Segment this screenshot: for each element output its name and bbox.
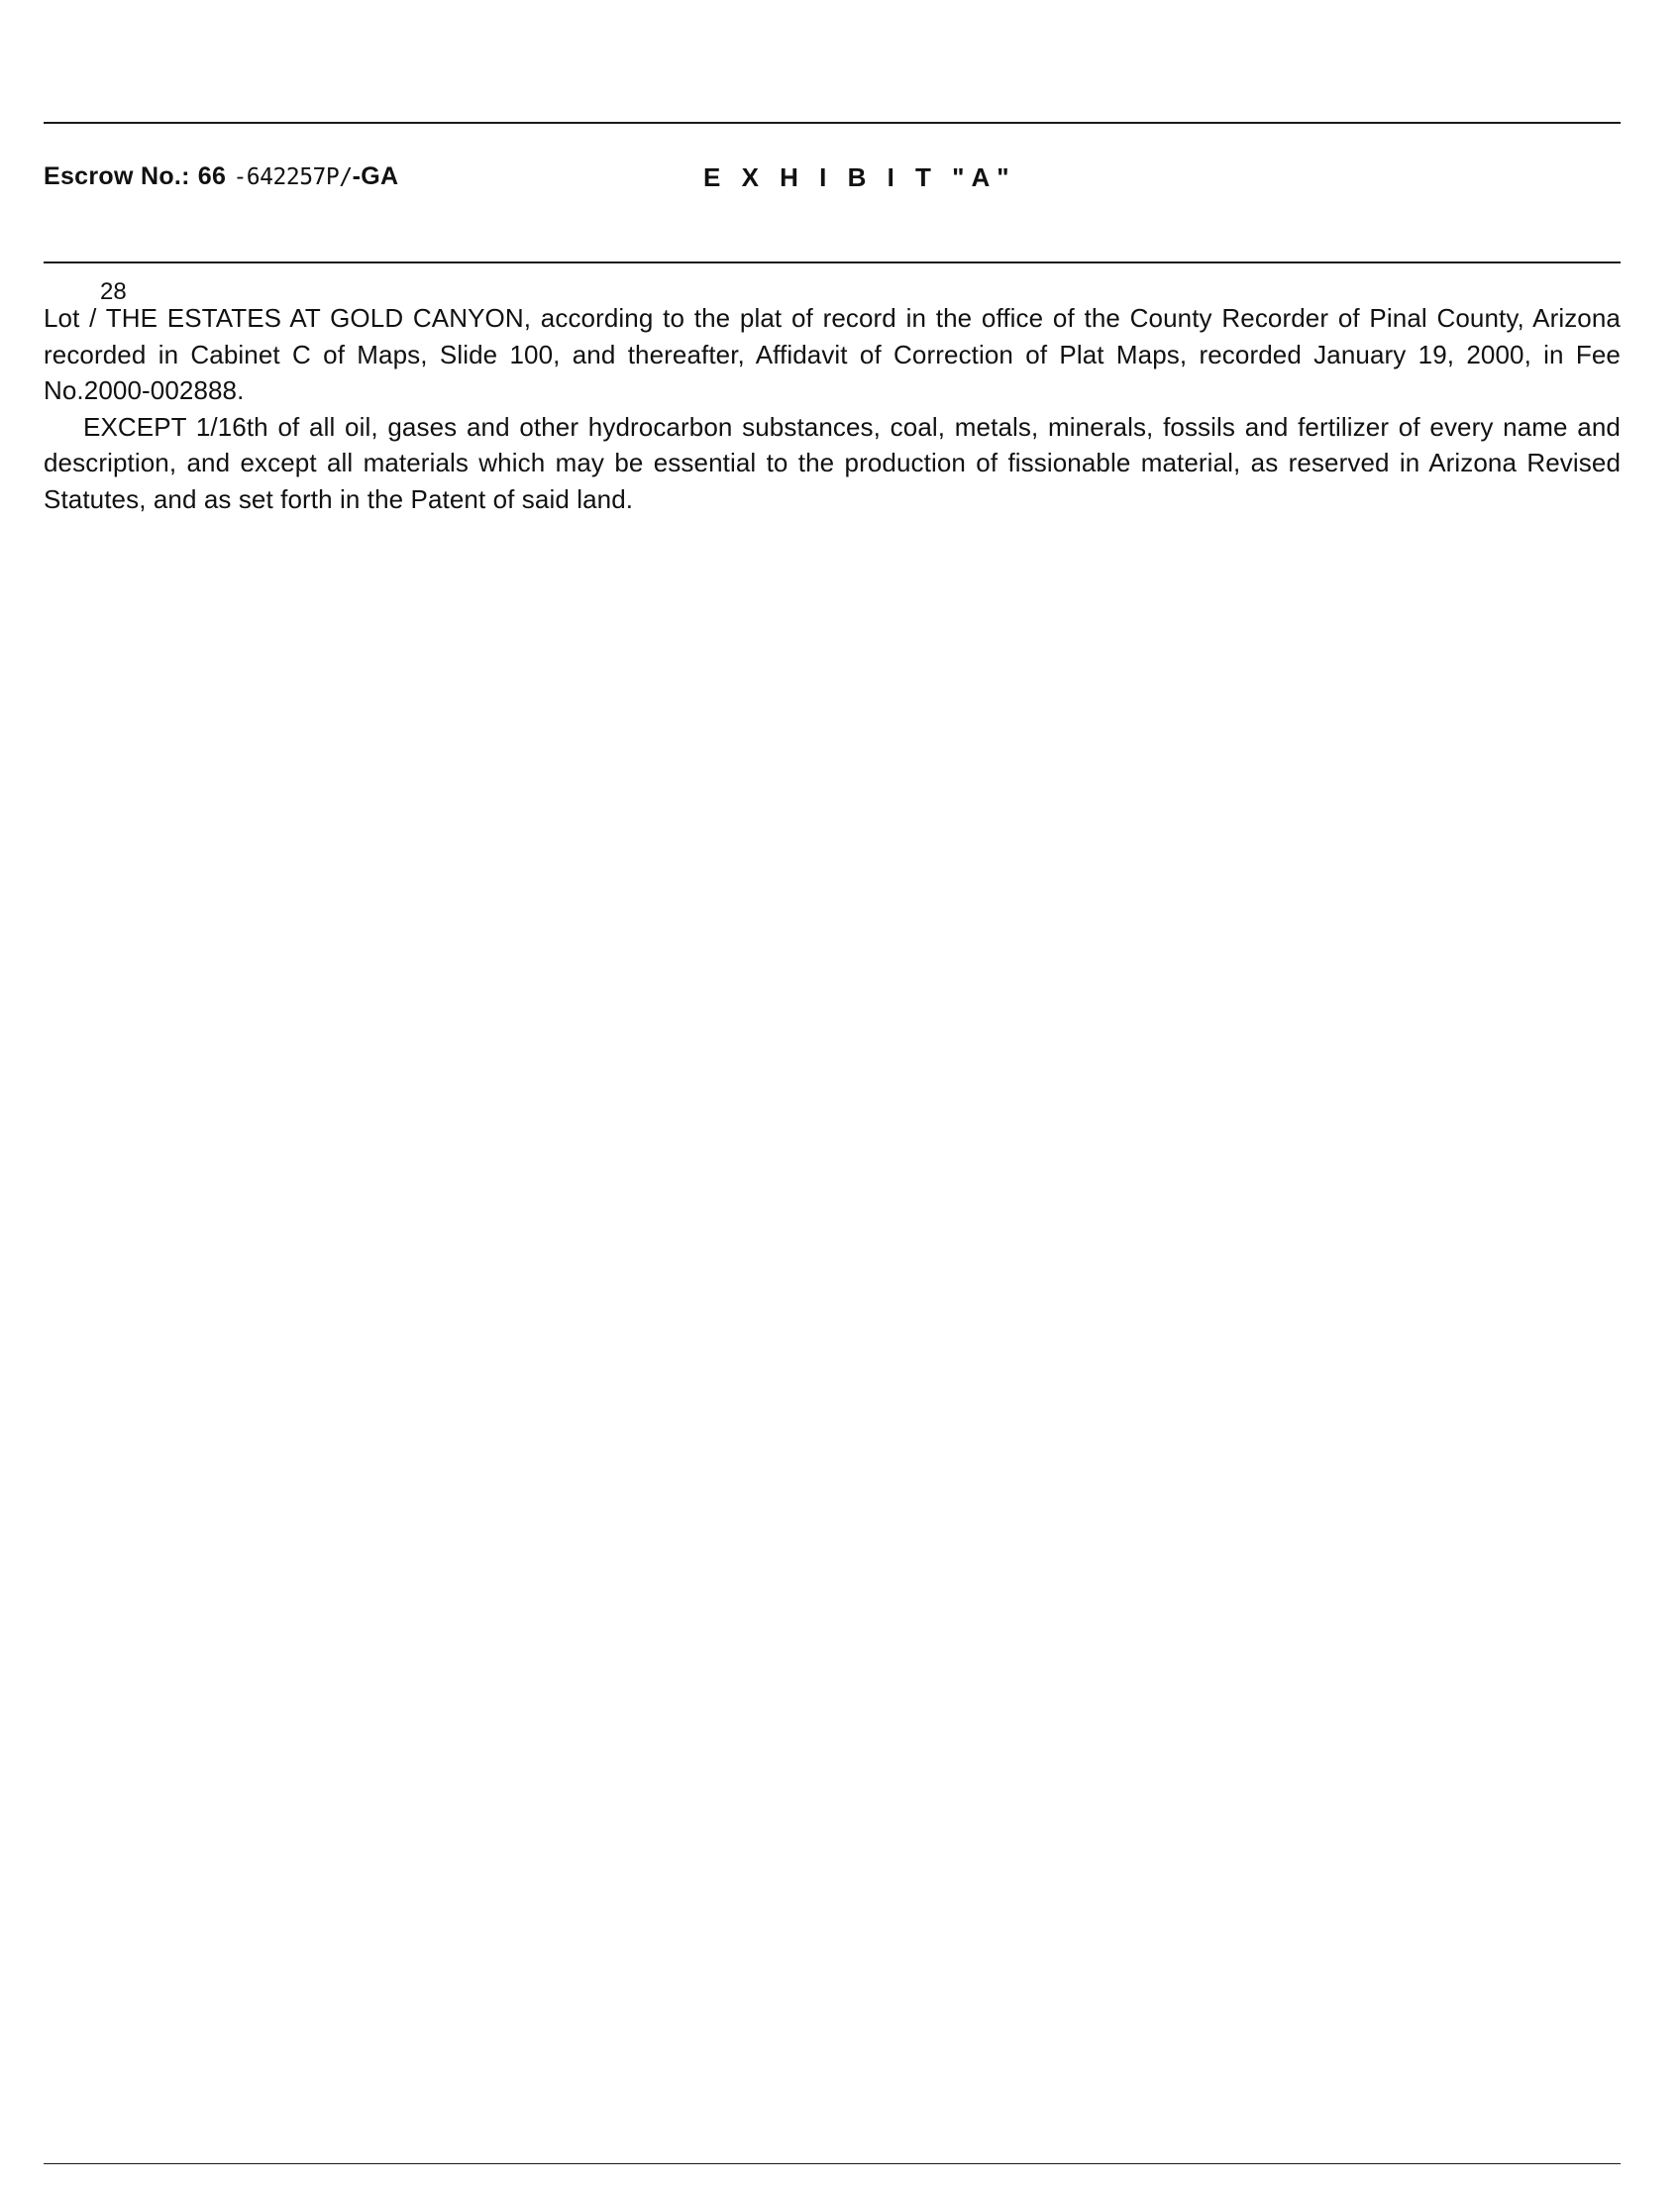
- header-divider: [44, 261, 1621, 263]
- escrow-suffix: -GA: [352, 162, 399, 190]
- legal-paragraph-exception: EXCEPT 1/16th of all oil, gases and other hydrocarbon substances, coal, metals, minerals, fossils and fertilizer of every name and description, and except all materials which may be essential to the production of fissionable material, as reserved in Arizona Revised Statutes, and as set forth in the Patent of said land.: [44, 411, 1621, 514]
- escrow-prefix: 66: [197, 162, 227, 190]
- escrow-handwritten-number: -642257P/: [233, 164, 353, 190]
- escrow-label: Escrow No.:: [44, 162, 190, 190]
- top-divider: [44, 122, 1621, 124]
- legal-paragraph-lot: Lot / THE ESTATES AT GOLD CANYON, according to the plat of record in the office of the County Recorder of Pinal County, Arizona recorded in Cabinet C of Maps, Slide 100, and thereafter, Affidavit of Correction of Plat Maps, recorded January 19, 2000, in Fee No.2000-002888.: [44, 303, 1621, 405]
- exhibit-title: E X H I B I T "A": [703, 162, 1016, 192]
- legal-description: [44, 300, 1621, 517]
- escrow-number: [44, 162, 398, 191]
- lot-number: 28: [100, 278, 127, 305]
- document-header: [44, 162, 1621, 198]
- bottom-divider: [44, 2163, 1621, 2164]
